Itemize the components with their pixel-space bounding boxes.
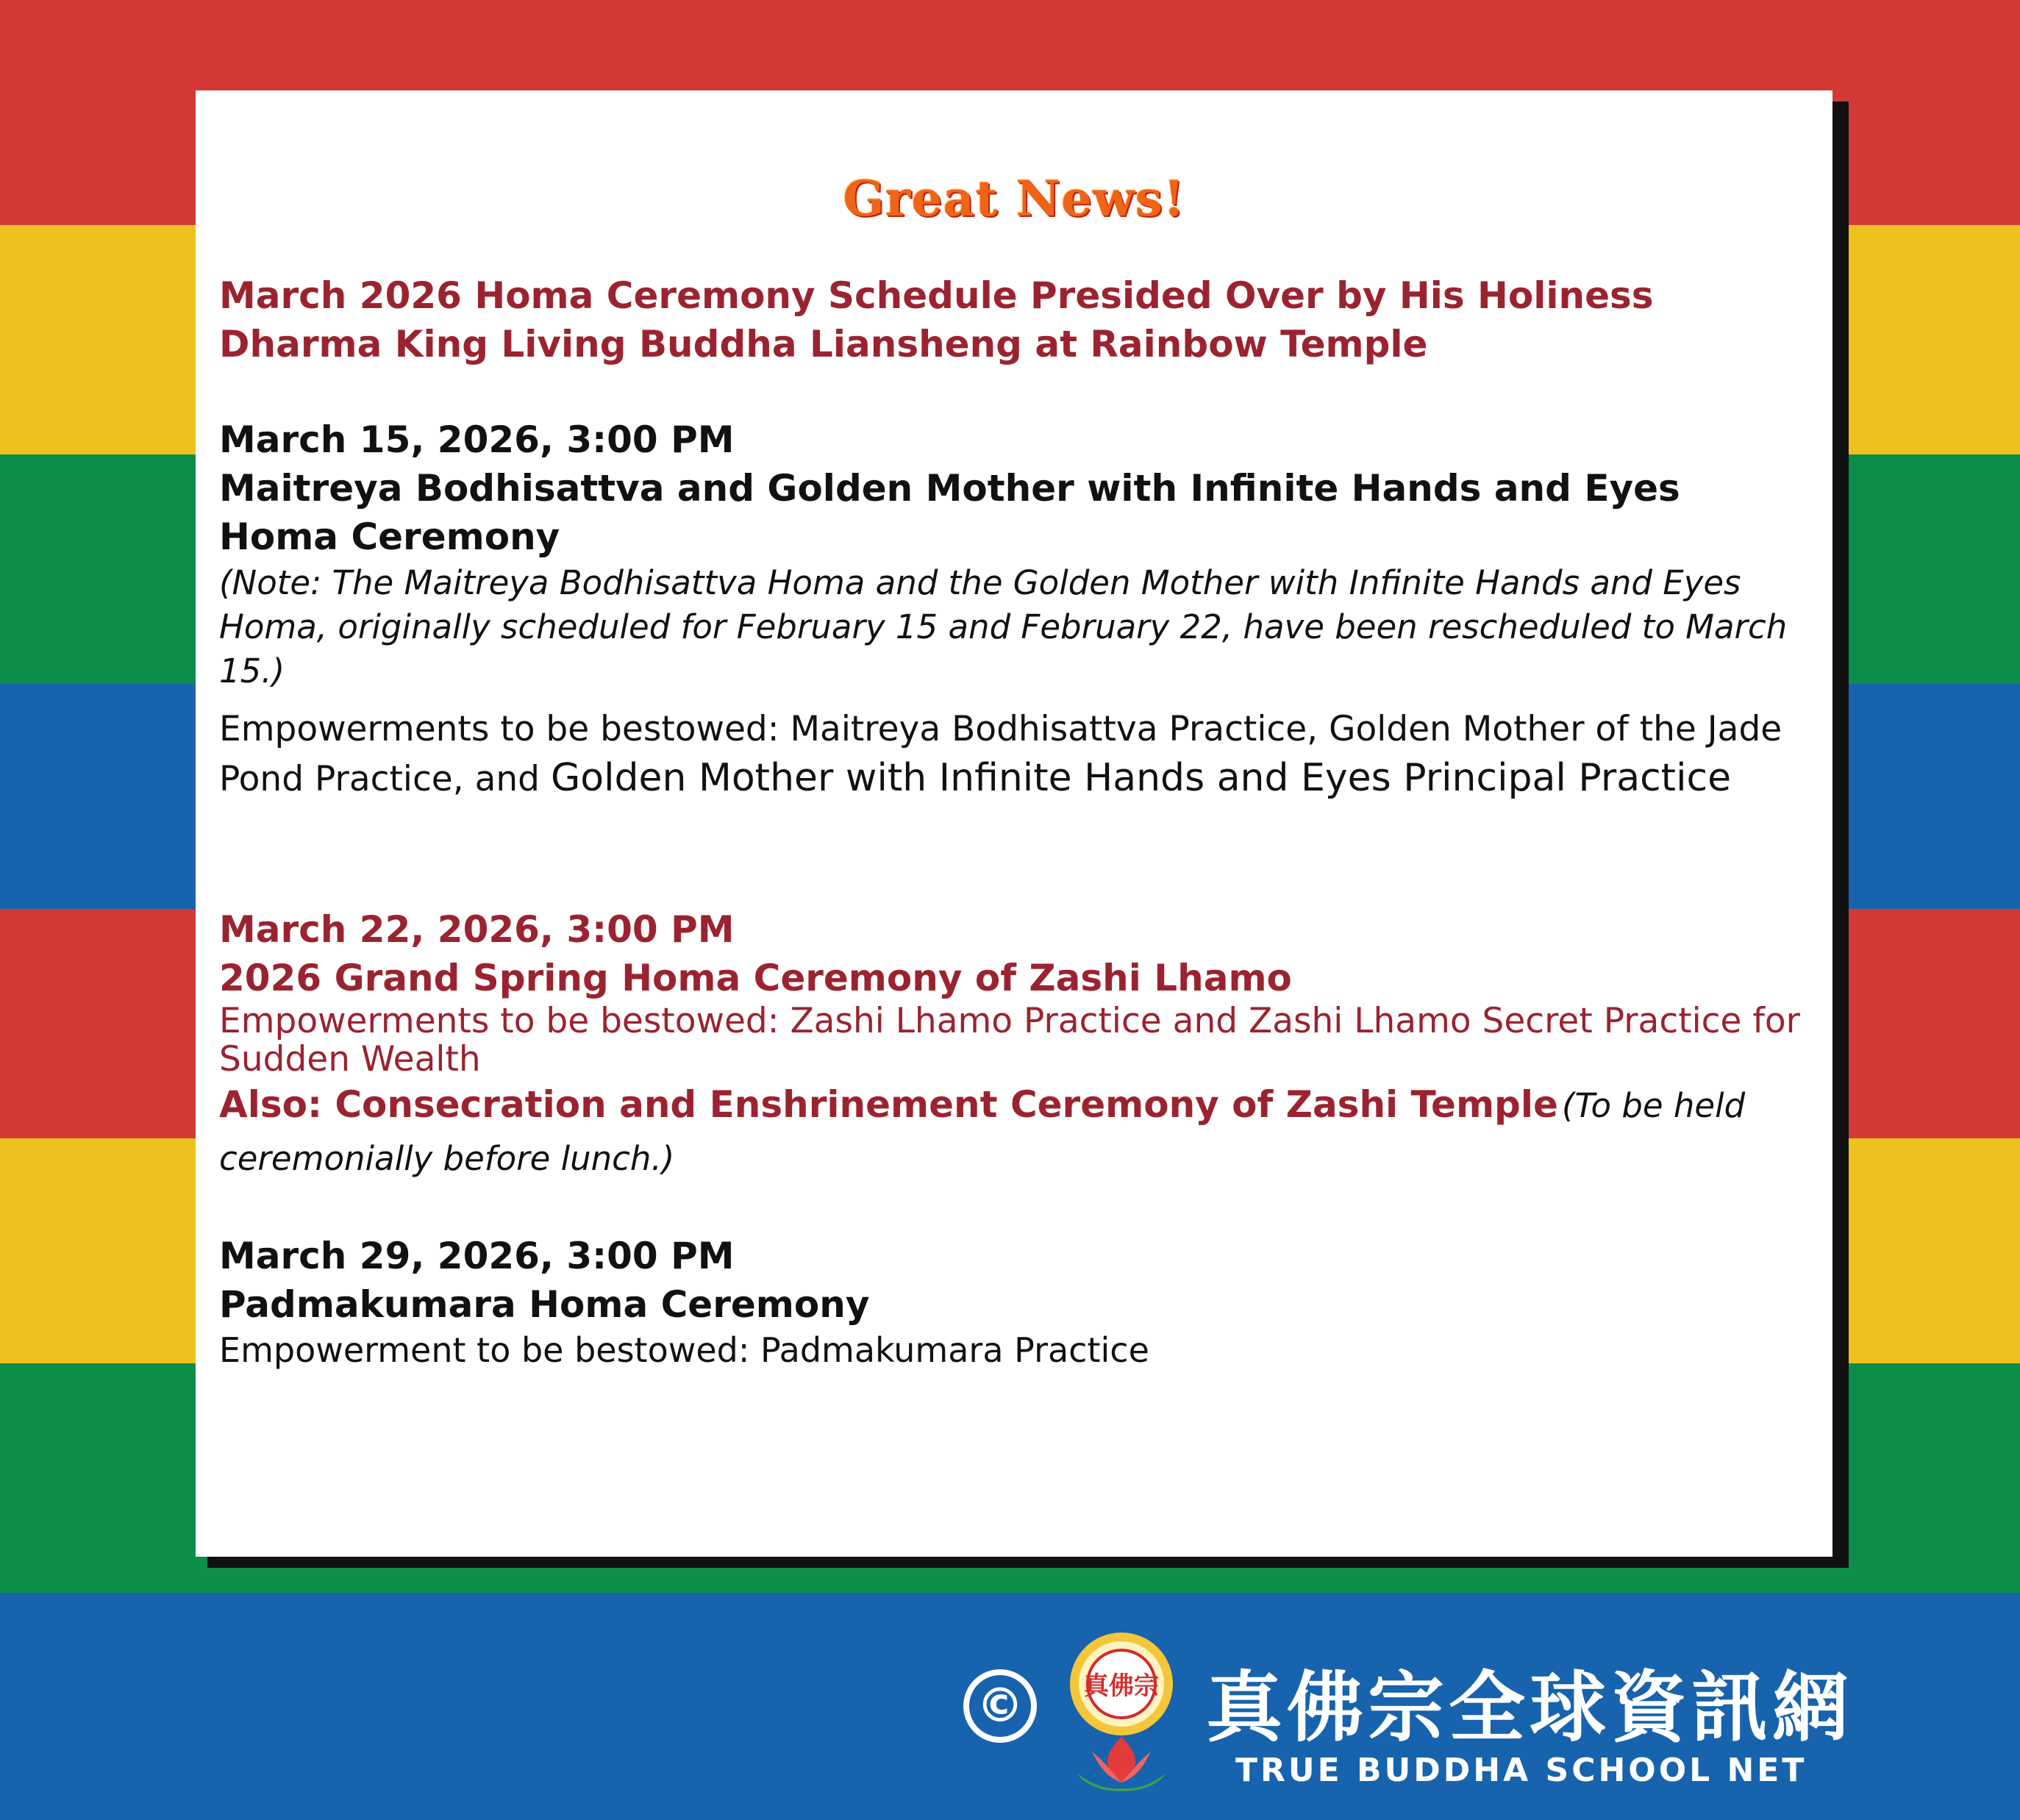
event-date: March 29, 2026, 3:00 PM [219, 1235, 735, 1277]
also-note: (To be held ceremonially before lunch.) [219, 1086, 1746, 1178]
event-1 [219, 415, 1807, 804]
logo-text: 真佛宗 [1084, 1671, 1159, 1701]
event-2 [219, 905, 1807, 1189]
also-title: Also: Consecration and Enshrinement Ceremony of Zashi Temple [219, 1083, 1558, 1126]
event-title: 2026 Grand Spring Homa Ceremony of Zashi Lhamo [219, 957, 1292, 999]
event-title: Padmakumara Homa Ceremony [219, 1283, 870, 1326]
event-empowerments: Empowerment to be bestowed: Padmakumara Practice [219, 1330, 1149, 1370]
event-date: March 22, 2026, 3:00 PM [219, 908, 735, 951]
event-also [219, 1082, 1807, 1189]
footer-branding [963, 1627, 1854, 1803]
lotus-logo-icon [1063, 1627, 1180, 1803]
english-site-name: TRUE BUDDHA SCHOOL NET [1235, 1752, 1807, 1789]
event-date: March 15, 2026, 3:00 PM [219, 418, 735, 461]
event-empowerments [219, 705, 1807, 804]
empowerments-part-2: Golden Mother with Infinite Hands and Eyes Principal Practice [550, 756, 1732, 800]
event-empowerments: Empowerments to be bestowed: Zashi Lhamo Practice and Zashi Lhamo Secret Practice for Sudden Wealth [219, 1001, 1800, 1079]
headline: Great News! [843, 170, 1185, 227]
event-title: Maitreya Bodhisattva and Golden Mother with Infinite Hands and Eyes Homa Ceremony [219, 467, 1680, 558]
empowerments-part-1: Empowerments to be bestowed: Maitreya Bodhisattva Practice, Golden Mother of the Jade Pond Practice, and [219, 709, 1782, 799]
chinese-site-name: 真佛宗全球資訊網 [1206, 1662, 1854, 1752]
event-note: (Note: The Maitreya Bodhisattva Homa and the Golden Mother with Infinite Hands and Eyes Homa, originally scheduled for February 15 and February 22, have been rescheduled to March 15.) [219, 563, 1788, 690]
subtitle: March 2026 Homa Ceremony Schedule Presided Over by His Holiness Dharma King Living Buddha Liansheng at Rainbow Temple [219, 274, 1654, 365]
event-3 [219, 1232, 1807, 1371]
copyright-icon: © [963, 1669, 1037, 1743]
announcement-panel [196, 90, 1832, 1557]
